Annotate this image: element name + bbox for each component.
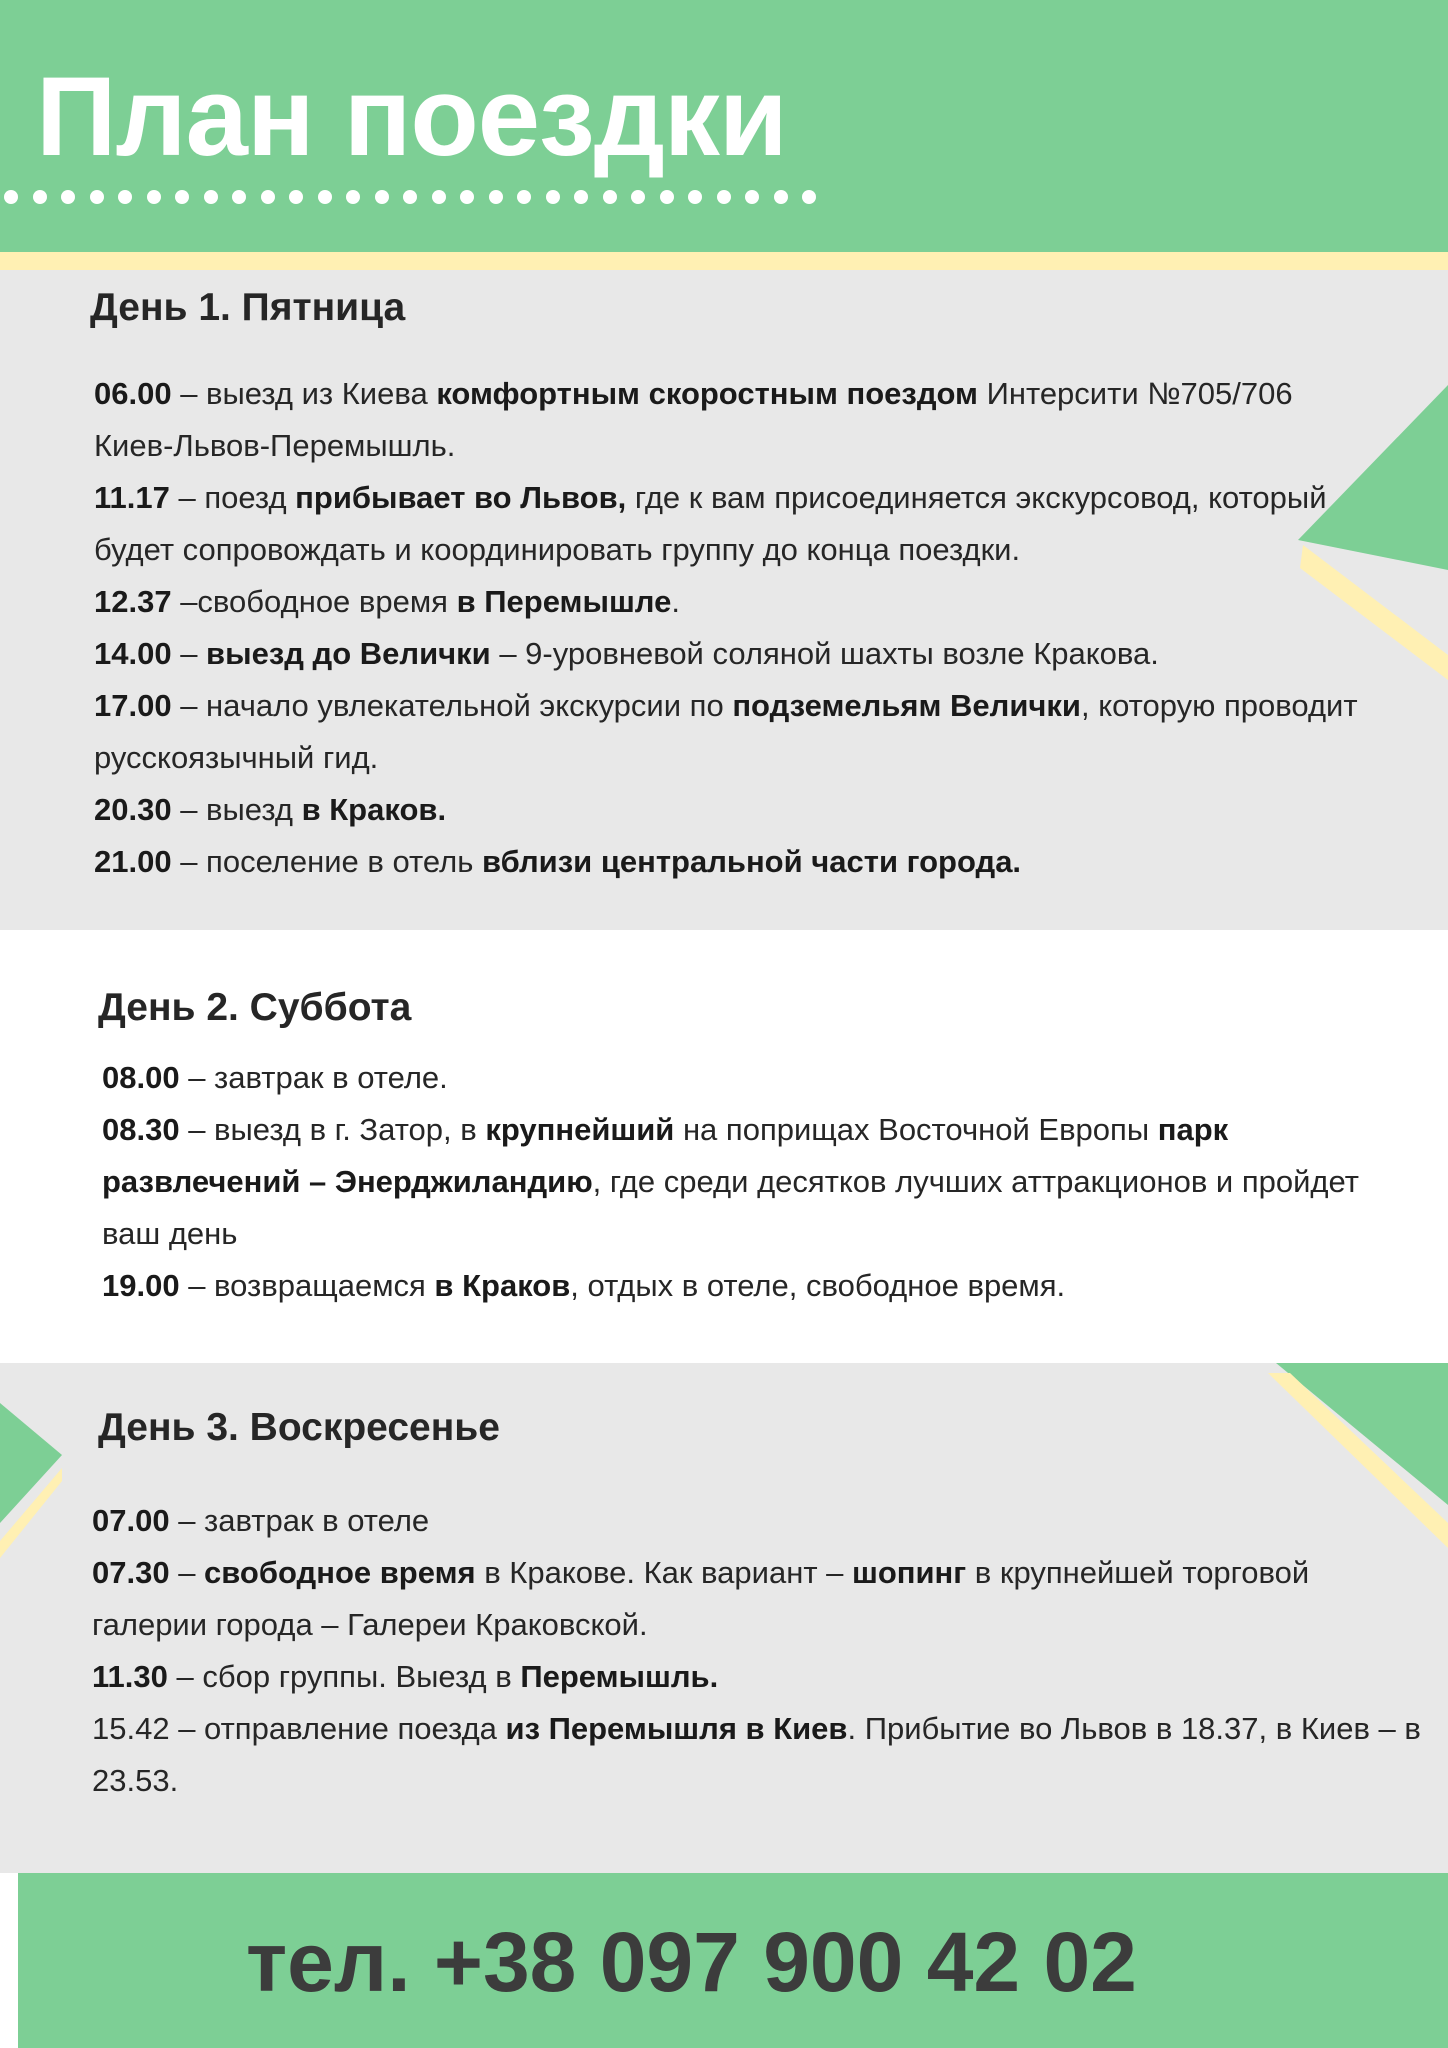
divider-dot <box>118 190 132 204</box>
day-1-schedule <box>94 368 1359 888</box>
entry-text: в крупнейшей торговой галерии города – Галереи Краковской. <box>92 1555 1310 1642</box>
divider-dot <box>460 190 474 204</box>
entry-text: , отдых в отеле, свободное время. <box>570 1268 1066 1303</box>
entry-highlight: 17.00 <box>94 688 172 723</box>
entry-highlight: в Перемышле <box>456 584 672 619</box>
divider-dot <box>631 190 645 204</box>
entry-highlight: 14.00 <box>94 636 172 671</box>
schedule-entry <box>92 1703 1422 1807</box>
schedule-entry <box>94 784 1359 836</box>
entry-highlight: в Краков <box>434 1268 571 1303</box>
dotted-divider <box>4 190 842 206</box>
schedule-entry <box>94 680 1359 784</box>
entry-text: –свободное время <box>171 584 457 619</box>
divider-dot <box>688 190 702 204</box>
divider-dot <box>33 190 47 204</box>
divider-dot <box>517 190 531 204</box>
entry-highlight: из Перемышля в Киев <box>505 1711 848 1746</box>
entry-text: . Прибытие во Львов в 18.37, в Киев – в 23.53. <box>92 1711 1421 1798</box>
entry-text: , которую проводит русскоязычный гид. <box>94 688 1358 775</box>
entry-text: в Кракове. Как вариант – <box>475 1555 852 1590</box>
divider-dot <box>489 190 503 204</box>
entry-highlight: вблизи центральной части города. <box>481 844 1022 879</box>
divider-dot <box>90 190 104 204</box>
schedule-entry <box>92 1495 1422 1547</box>
divider-dot <box>4 190 18 204</box>
schedule-entry <box>92 1547 1422 1651</box>
entry-text: – возвращаемся <box>179 1268 435 1303</box>
entry-highlight: 19.00 <box>102 1268 180 1303</box>
entry-text: 15.42 – отправление поезда <box>92 1711 506 1746</box>
entry-text: – завтрак в отеле <box>169 1503 430 1538</box>
divider-dot <box>432 190 446 204</box>
entry-highlight: выезд до Велички <box>206 636 491 671</box>
divider-dot <box>232 190 246 204</box>
divider-dot <box>802 190 816 204</box>
entry-text: – <box>171 636 207 671</box>
entry-highlight: комфортным скоростным поездом <box>436 376 978 411</box>
phone-number[interactable]: тел. +38 097 900 42 02 <box>246 1915 1137 2009</box>
divider-dot <box>603 190 617 204</box>
day-1-title: День 1. Пятница <box>90 286 406 329</box>
entry-text: на поприщах Восточной Европы <box>674 1112 1158 1147</box>
entry-highlight: шопинг <box>851 1555 967 1590</box>
divider-dot <box>346 190 360 204</box>
entry-text: . <box>671 584 680 619</box>
divider-dot <box>204 190 218 204</box>
divider-dot <box>175 190 189 204</box>
divider-dot <box>261 190 275 204</box>
schedule-entry <box>94 368 1359 472</box>
entry-highlight: крупнейший <box>485 1112 675 1147</box>
entry-highlight: в Краков. <box>301 792 447 827</box>
divider-dot <box>774 190 788 204</box>
divider-dot <box>546 190 560 204</box>
entry-text: – выезд в г. Затор, в <box>179 1112 486 1147</box>
entry-highlight: свободное время <box>204 1555 476 1590</box>
entry-text: – выезд <box>171 792 302 827</box>
entry-highlight: 11.17 <box>94 480 170 515</box>
schedule-entry <box>92 1651 1422 1703</box>
entry-highlight: 12.37 <box>94 584 172 619</box>
entry-text: где к вам присоединяется экскурсовод, который будет сопровождать и координировать группу до конца поездки. <box>94 480 1327 567</box>
entry-highlight: прибывает во Львов, <box>295 480 627 515</box>
divider-dot <box>745 190 759 204</box>
day-3-title: День 3. Воскресенье <box>98 1406 500 1449</box>
schedule-entry <box>94 836 1359 888</box>
divider-dot <box>660 190 674 204</box>
entry-highlight: 06.00 <box>94 376 172 411</box>
schedule-entry <box>94 472 1359 576</box>
entry-text: – поселение в отель <box>171 844 482 879</box>
schedule-entry <box>102 1052 1382 1104</box>
entry-highlight: 20.30 <box>94 792 172 827</box>
entry-text: – <box>169 1555 205 1590</box>
entry-text: – начало увлекательной экскурсии по <box>171 688 733 723</box>
entry-highlight: 07.00 <box>92 1503 170 1538</box>
entry-highlight: 11.30 <box>92 1659 168 1694</box>
entry-text: – выезд из Киева <box>171 376 437 411</box>
divider-dot <box>574 190 588 204</box>
entry-highlight: Перемышль. <box>520 1659 719 1694</box>
entry-highlight: 08.00 <box>102 1060 180 1095</box>
divider-dot <box>318 190 332 204</box>
entry-highlight: 08.30 <box>102 1112 180 1147</box>
entry-text: – сбор группы. Выезд в <box>167 1659 521 1694</box>
divider-dot <box>717 190 731 204</box>
divider-dot <box>289 190 303 204</box>
entry-highlight: 07.30 <box>92 1555 170 1590</box>
entry-text: – 9-уровневой соляной шахты возле Кракова. <box>490 636 1159 671</box>
page-title: План поездки <box>36 54 787 179</box>
entry-highlight: подземельям Велички <box>732 688 1081 723</box>
day-2-title: День 2. Суббота <box>98 986 412 1029</box>
entry-text: Интерсити №705/706 Киев-Львов-Перемышль. <box>94 376 1293 463</box>
divider-dot <box>403 190 417 204</box>
entry-text: – поезд <box>169 480 296 515</box>
day-2-schedule <box>102 1052 1382 1312</box>
divider-dot <box>147 190 161 204</box>
schedule-entry <box>102 1260 1382 1312</box>
day-3-schedule <box>92 1495 1422 1807</box>
schedule-entry <box>94 576 1359 628</box>
schedule-entry <box>102 1104 1382 1260</box>
entry-highlight: 21.00 <box>94 844 172 879</box>
schedule-entry <box>94 628 1359 680</box>
entry-text: – завтрак в отеле. <box>179 1060 448 1095</box>
divider-dot <box>375 190 389 204</box>
entry-text: , где среди десятков лучших аттракционов и пройдет ваш день <box>102 1164 1359 1251</box>
header-stripe <box>0 252 1448 270</box>
divider-dot <box>61 190 75 204</box>
entry-highlight: парк развлечений – Энерджиландию <box>102 1112 1229 1199</box>
